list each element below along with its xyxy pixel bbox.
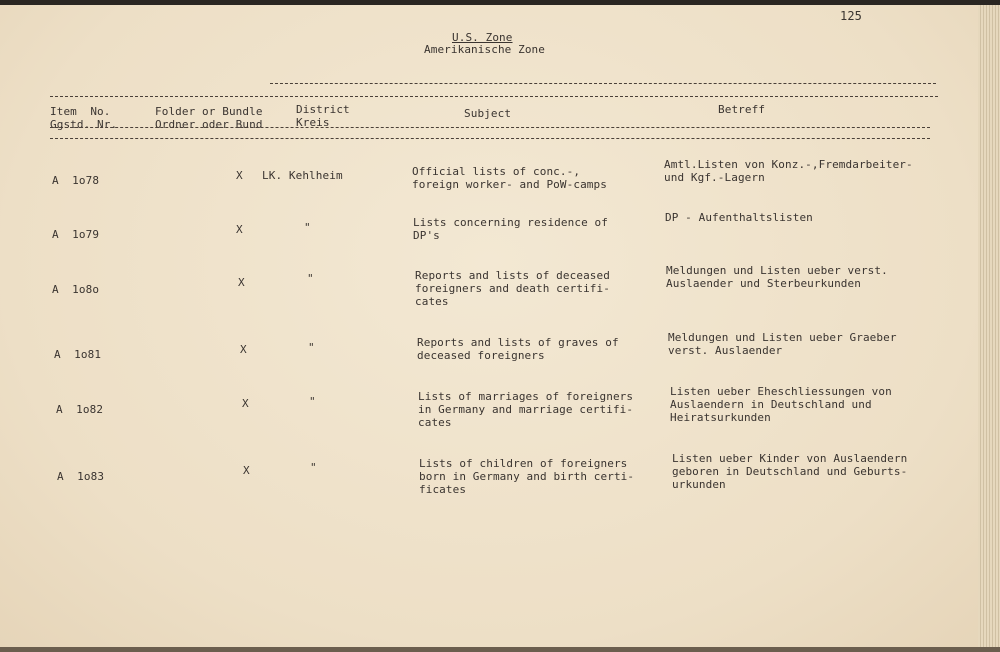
district: " bbox=[309, 395, 316, 408]
betreff: Listen ueber Kinder von Auslaendern geboren in Deutschland und Geburts- urkunden bbox=[672, 452, 908, 491]
subject: Official lists of conc.-, foreign worker- and PoW-camps bbox=[412, 165, 607, 191]
item-number: A 1o82 bbox=[56, 403, 104, 416]
item-number: A 1o78 bbox=[52, 174, 100, 187]
betreff: Meldungen und Listen ueber Graeber verst. Auslaender bbox=[668, 331, 897, 357]
header-folder-en: Folder or Bundle bbox=[155, 105, 263, 118]
divider-header-bottom bbox=[50, 138, 930, 139]
district: LK. Kehlheim bbox=[262, 169, 343, 182]
subject: Lists of marriages of foreigners in Germany and marriage certifi- cates bbox=[418, 390, 634, 429]
page-stack-edge bbox=[978, 5, 1000, 652]
betreff: Amtl.Listen von Konz.-,Fremdarbeiter- und Kgf.-Lagern bbox=[664, 158, 913, 184]
divider-header-right bbox=[50, 127, 930, 128]
folder-mark: X bbox=[242, 397, 249, 410]
betreff: Meldungen und Listen ueber verst. Auslaender und Sterbeurkunden bbox=[666, 264, 888, 290]
scan-border bbox=[0, 647, 1000, 652]
folder-mark: X bbox=[240, 343, 247, 356]
header-subject: Subject bbox=[464, 107, 512, 120]
district: " bbox=[307, 272, 314, 285]
header-item-de: Ggstd. Nr. bbox=[50, 118, 118, 131]
item-number: A 1o79 bbox=[52, 228, 100, 241]
subject: Lists concerning residence of DP's bbox=[413, 216, 608, 242]
header-district-de: Kreis bbox=[296, 116, 330, 129]
header-item-en: Item No. bbox=[50, 105, 111, 118]
divider-header-top bbox=[50, 96, 938, 97]
item-number: A 1o81 bbox=[54, 348, 102, 361]
item-number: A 1o83 bbox=[57, 470, 105, 483]
folder-mark: X bbox=[238, 276, 245, 289]
header-betreff: Betreff bbox=[718, 103, 766, 116]
district: " bbox=[308, 341, 315, 354]
divider-top bbox=[270, 83, 936, 84]
betreff: Listen ueber Eheschliessungen von Auslaendern in Deutschland und Heiratsurkunden bbox=[670, 385, 892, 424]
district: " bbox=[304, 221, 311, 234]
header-district-en: District bbox=[296, 103, 350, 116]
document-page bbox=[0, 5, 978, 647]
subject: Reports and lists of graves of deceased foreigners bbox=[417, 336, 619, 362]
page-title: U.S. Zone bbox=[452, 31, 513, 44]
header-folder-de: Ordner oder Bund bbox=[155, 118, 263, 131]
district: " bbox=[310, 461, 317, 474]
folder-mark: X bbox=[236, 223, 243, 236]
page-subtitle: Amerikanische Zone bbox=[424, 43, 546, 56]
betreff: DP - Aufenthaltslisten bbox=[665, 211, 813, 224]
page-number: 125 bbox=[840, 9, 862, 23]
folder-mark: X bbox=[236, 169, 243, 182]
subject: Reports and lists of deceased foreigners and death certifi- cates bbox=[415, 269, 610, 308]
subject: Lists of children of foreigners born in Germany and birth certi- ficates bbox=[419, 457, 635, 496]
item-number: A 1o8o bbox=[52, 283, 100, 296]
folder-mark: X bbox=[243, 464, 250, 477]
